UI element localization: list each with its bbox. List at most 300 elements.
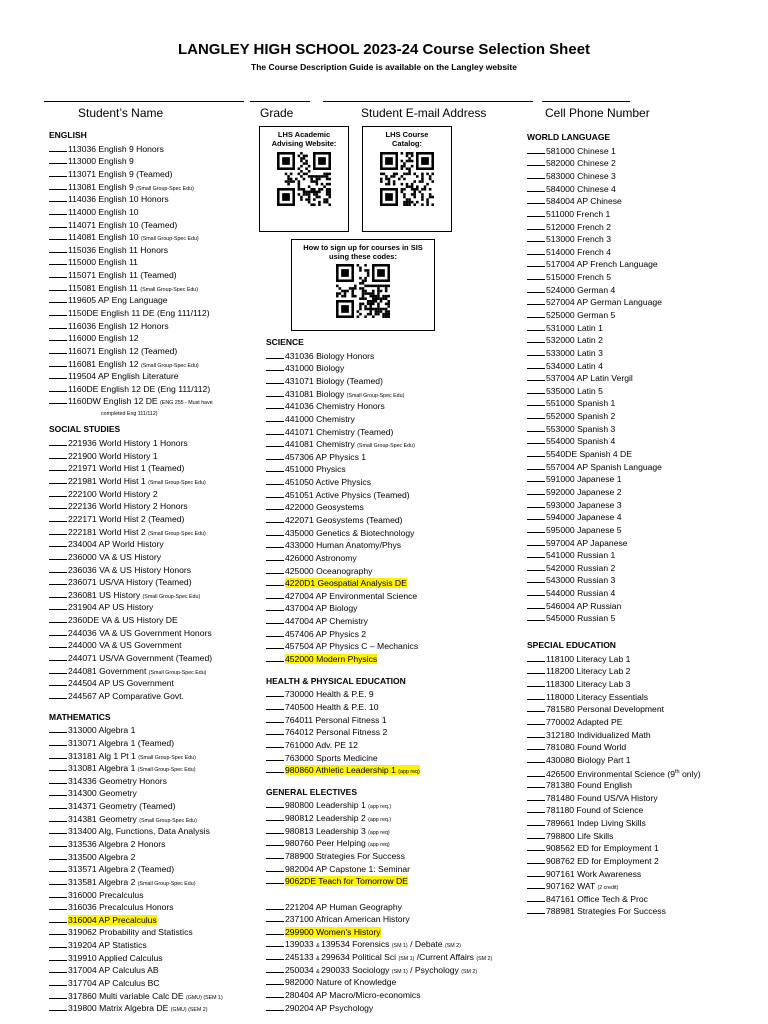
course-label: 221900 World History 1 [68, 450, 158, 461]
selection-blank[interactable] [266, 489, 284, 498]
course-row [266, 739, 492, 752]
selection-blank[interactable] [527, 461, 545, 470]
selection-blank[interactable] [527, 221, 545, 230]
course-label: 221971 World Hist 1 (Teamed) [68, 463, 185, 474]
course-label: 441071 Chemistry (Teamed) [285, 426, 394, 437]
selection-blank[interactable] [527, 183, 545, 192]
course-label: 319800 Matrix Algebra DE (GMU) (SEM 2) [68, 1003, 208, 1014]
selection-blank[interactable] [266, 426, 284, 435]
course-label: 980760 Peer Helping (app req) [285, 838, 390, 849]
selection-blank[interactable] [527, 779, 545, 788]
course-row [527, 322, 701, 335]
selection-blank[interactable] [527, 284, 545, 293]
selection-blank[interactable] [266, 812, 284, 821]
selection-blank[interactable] [266, 438, 284, 447]
selection-blank[interactable] [527, 830, 545, 839]
selection-blank[interactable] [527, 296, 545, 305]
course-row [527, 678, 701, 691]
selection-blank[interactable] [49, 526, 67, 535]
list-spacer [266, 888, 492, 901]
course-row [527, 397, 701, 410]
course-row [49, 677, 223, 690]
selection-blank[interactable] [49, 155, 67, 164]
course-label: 770002 Adapted PE [546, 716, 623, 727]
selection-blank[interactable] [266, 837, 284, 846]
course-label: 118300 Literacy Lab 3 [546, 678, 631, 689]
selection-blank[interactable] [49, 307, 67, 316]
course-label: 431071 Biology (Teamed) [285, 375, 383, 386]
course-row [266, 964, 492, 977]
selection-blank[interactable] [266, 739, 284, 748]
course-label: 517004 AP French Language [546, 259, 658, 270]
selection-blank[interactable] [266, 653, 284, 662]
selection-blank[interactable] [527, 653, 545, 662]
course-label: 907162 WAT (2 credit) [546, 881, 619, 892]
course-row [49, 964, 223, 977]
selection-blank[interactable] [49, 395, 67, 404]
selection-blank[interactable] [266, 350, 284, 359]
selection-blank[interactable] [266, 375, 284, 384]
selection-blank[interactable] [266, 726, 284, 735]
selection-blank[interactable] [49, 639, 67, 648]
course-label: 763000 Sports Medicine [285, 752, 378, 763]
selection-blank[interactable] [49, 627, 67, 636]
course-label: 114036 English 10 Honors [68, 194, 169, 205]
selection-blank[interactable] [266, 825, 284, 834]
selection-blank[interactable] [49, 863, 67, 872]
selection-blank[interactable] [527, 729, 545, 738]
health-pe-course-list [266, 688, 492, 776]
selection-blank[interactable] [49, 282, 67, 291]
course-row [266, 837, 492, 850]
selection-blank[interactable] [49, 294, 67, 303]
selection-blank[interactable] [49, 500, 67, 509]
selection-blank[interactable] [266, 463, 284, 472]
selection-blank[interactable] [266, 701, 284, 710]
selection-blank[interactable] [266, 989, 284, 998]
selection-blank[interactable] [266, 539, 284, 548]
course-label: 546004 AP Russian [546, 600, 622, 611]
course-row [49, 800, 223, 813]
selection-blank[interactable] [49, 181, 67, 190]
selection-blank[interactable] [49, 914, 67, 923]
selection-blank[interactable] [49, 926, 67, 935]
selection-blank[interactable] [49, 977, 67, 986]
course-row [527, 703, 701, 716]
selection-blank[interactable] [266, 752, 284, 761]
selection-blank[interactable] [527, 246, 545, 255]
selection-blank[interactable] [49, 538, 67, 547]
selection-blank[interactable] [266, 913, 284, 922]
course-row [266, 350, 492, 363]
course-row [49, 383, 223, 396]
selection-blank[interactable] [527, 448, 545, 457]
course-label: 244000 VA & US Government [68, 640, 182, 651]
selection-blank[interactable] [527, 817, 545, 826]
course-row [49, 513, 223, 526]
course-label: 1160DE English 12 DE (Eng 111/112) [68, 383, 211, 394]
course-row [49, 345, 223, 358]
selection-blank[interactable] [527, 537, 545, 546]
selection-blank[interactable] [49, 677, 67, 686]
selection-blank[interactable] [49, 551, 67, 560]
course-label: 425000 Oceanography [285, 565, 373, 576]
course-row [49, 488, 223, 501]
selection-blank[interactable] [527, 842, 545, 851]
course-row [527, 729, 701, 742]
selection-blank[interactable] [266, 615, 284, 624]
section-heading-health-pe: HEALTH & PHYSICAL EDUCATION [266, 675, 406, 686]
selection-blank[interactable] [49, 939, 67, 948]
selection-blank[interactable] [527, 410, 545, 419]
course-label: 595000 Japanese 5 [546, 524, 622, 535]
course-row [266, 812, 492, 825]
selection-blank[interactable] [527, 524, 545, 533]
selection-blank[interactable] [49, 320, 67, 329]
selection-blank[interactable] [266, 1002, 284, 1011]
selection-blank[interactable] [266, 602, 284, 611]
course-row [49, 990, 223, 1003]
selection-blank[interactable] [49, 825, 67, 834]
selection-blank[interactable] [527, 233, 545, 242]
course-row [266, 426, 492, 439]
selection-blank[interactable] [49, 614, 67, 623]
selection-blank[interactable] [527, 511, 545, 520]
selection-blank[interactable] [49, 838, 67, 847]
selection-blank[interactable] [266, 413, 284, 422]
selection-blank[interactable] [527, 716, 545, 725]
course-label: 426000 Astronomy [285, 552, 357, 563]
selection-blank[interactable] [49, 690, 67, 699]
selection-blank[interactable] [49, 437, 67, 446]
selection-blank[interactable] [527, 473, 545, 482]
course-row [527, 448, 701, 461]
course-label: 313181 Alg 1 Pt 1 (Small Group-Spec Edu) [68, 750, 196, 761]
selection-blank[interactable] [49, 383, 67, 392]
selection-blank[interactable] [527, 360, 545, 369]
selection-blank[interactable] [266, 799, 284, 808]
selection-blank[interactable] [49, 876, 67, 885]
course-label: 980812 Leadership 2 (app req.) [285, 813, 392, 824]
course-row [266, 615, 492, 628]
qr-box-label: LHS Course Catalog: [385, 130, 429, 148]
selection-blank[interactable] [527, 309, 545, 318]
course-label: 115036 English 11 Honors [68, 244, 169, 255]
selection-blank[interactable] [527, 499, 545, 508]
selection-blank[interactable] [527, 372, 545, 381]
course-label: 532000 Latin 2 [546, 335, 603, 346]
course-row [266, 938, 492, 951]
course-row [266, 989, 492, 1002]
course-row [527, 562, 701, 575]
selection-blank[interactable] [49, 952, 67, 961]
selection-blank[interactable] [49, 901, 67, 910]
selection-blank[interactable] [527, 562, 545, 571]
course-label: 236071 US/VA History (Teamed) [68, 577, 192, 588]
selection-blank[interactable] [527, 754, 545, 763]
page-title: LANGLEY HIGH SCHOOL 2023-24 Course Selection Sheet [177, 41, 591, 58]
selection-blank[interactable] [266, 527, 284, 536]
selection-blank[interactable] [266, 938, 284, 947]
selection-blank[interactable] [266, 926, 284, 935]
selection-blank[interactable] [49, 990, 67, 999]
selection-blank[interactable] [49, 475, 67, 484]
selection-blank[interactable] [527, 804, 545, 813]
selection-blank[interactable] [266, 976, 284, 985]
selection-blank[interactable] [49, 206, 67, 215]
selection-blank[interactable] [266, 875, 284, 884]
course-label: 115081 English 11 (Small Group-Spec Edu) [68, 282, 199, 293]
selection-blank[interactable] [49, 168, 67, 177]
course-label: 317704 AP Calculus BC [68, 978, 160, 989]
course-label: 798800 Life Skills [546, 830, 614, 841]
course-row [527, 880, 701, 893]
course-row [527, 499, 701, 512]
selection-blank[interactable] [266, 514, 284, 523]
selection-blank[interactable] [266, 764, 284, 773]
selection-blank[interactable] [49, 800, 67, 809]
grade-line[interactable] [250, 101, 310, 102]
selection-blank[interactable] [527, 435, 545, 444]
selection-blank[interactable] [266, 388, 284, 397]
selection-blank[interactable] [49, 370, 67, 379]
selection-blank[interactable] [49, 589, 67, 598]
selection-blank[interactable] [527, 385, 545, 394]
course-row [527, 208, 701, 221]
course-row [527, 741, 701, 754]
course-row [49, 294, 223, 307]
selection-blank[interactable] [49, 724, 67, 733]
selection-blank[interactable] [49, 219, 67, 228]
selection-blank[interactable] [49, 564, 67, 573]
course-label: 116081 English 12 (Small Group-Spec Edu) [68, 358, 199, 369]
selection-blank[interactable] [266, 400, 284, 409]
course-row [49, 143, 223, 156]
course-label: 313571 Algebra 2 (Teamed) [68, 864, 175, 875]
selection-blank[interactable] [49, 576, 67, 585]
highlighted-course-label: 452000 Modern Physics [285, 654, 378, 665]
course-label: 244081 Government (Small Group-Spec Edu) [68, 665, 207, 676]
selection-blank[interactable] [49, 813, 67, 822]
selection-blank[interactable] [266, 964, 284, 973]
selection-blank[interactable] [49, 193, 67, 202]
course-label: 319062 Probability and Statistics [68, 927, 193, 938]
selection-blank[interactable] [266, 850, 284, 859]
course-row [266, 875, 492, 888]
course-label: 535000 Latin 5 [546, 385, 603, 396]
selection-blank[interactable] [266, 501, 284, 510]
selection-blank[interactable] [49, 652, 67, 661]
selection-blank[interactable] [527, 612, 545, 621]
selection-blank[interactable] [266, 362, 284, 371]
selection-blank[interactable] [266, 688, 284, 697]
selection-blank[interactable] [49, 762, 67, 771]
selection-blank[interactable] [49, 488, 67, 497]
selection-blank[interactable] [527, 587, 545, 596]
course-row [266, 688, 492, 701]
course-label: 594000 Japanese 4 [546, 512, 622, 523]
course-label: 316000 Precalculus [68, 889, 144, 900]
course-row [527, 423, 701, 436]
highlighted-course-label: 316004 AP Precalculus [68, 914, 157, 925]
selection-blank[interactable] [527, 195, 545, 204]
selection-blank[interactable] [527, 768, 545, 777]
course-row [49, 601, 223, 614]
selection-blank[interactable] [49, 775, 67, 784]
course-label: 525000 German 5 [546, 309, 616, 320]
course-label: 118200 Literacy Lab 2 [546, 666, 631, 677]
course-row [49, 876, 223, 889]
selection-blank[interactable] [266, 714, 284, 723]
course-row [527, 817, 701, 830]
course-label: 584004 AP Chinese [546, 196, 622, 207]
selection-blank[interactable] [266, 951, 284, 960]
selection-blank[interactable] [527, 905, 545, 914]
selection-blank[interactable] [49, 231, 67, 240]
selection-blank[interactable] [527, 600, 545, 609]
course-row [266, 1002, 492, 1015]
course-label: 313000 Algebra 1 [68, 725, 136, 736]
selection-blank[interactable] [49, 889, 67, 898]
course-row [527, 549, 701, 562]
selection-blank[interactable] [266, 577, 284, 586]
selection-blank[interactable] [527, 741, 545, 750]
selection-blank[interactable] [527, 703, 545, 712]
course-label: 515000 French 5 [546, 272, 611, 283]
selection-blank[interactable] [527, 208, 545, 217]
selection-blank[interactable] [527, 271, 545, 280]
course-label: 534000 Latin 4 [546, 360, 603, 371]
qr-box-sis[interactable] [291, 239, 435, 331]
course-row [49, 737, 223, 750]
selection-blank[interactable] [266, 565, 284, 574]
course-row [49, 639, 223, 652]
selection-blank[interactable] [527, 893, 545, 902]
qr-box-advising[interactable] [259, 126, 349, 232]
course-label: 312180 Individualized Math [546, 729, 651, 740]
selection-blank[interactable] [527, 157, 545, 166]
selection-blank[interactable] [527, 334, 545, 343]
course-row [527, 145, 701, 158]
selection-blank[interactable] [49, 513, 67, 522]
course-label: 457306 AP Physics 1 [285, 451, 367, 462]
selection-blank[interactable] [49, 332, 67, 341]
selection-blank[interactable] [49, 787, 67, 796]
course-row [49, 206, 223, 219]
selection-blank[interactable] [527, 574, 545, 583]
selection-blank[interactable] [49, 358, 67, 367]
course-label: 541000 Russian 1 [546, 550, 616, 561]
selection-blank[interactable] [266, 451, 284, 460]
course-label: 451051 Active Physics (Teamed) [285, 489, 410, 500]
course-row [527, 537, 701, 550]
course-label: 221981 World Hist 1 (Small Group-Spec Edu) [68, 476, 206, 487]
course-row [49, 825, 223, 838]
course-label: 222171 World Hist 2 (Teamed) [68, 513, 185, 524]
course-label: 451050 Active Physics [285, 477, 371, 488]
selection-blank[interactable] [527, 691, 545, 700]
selection-blank[interactable] [49, 750, 67, 759]
course-label: 430080 Biology Part 1 [546, 754, 631, 765]
selection-blank[interactable] [49, 256, 67, 265]
selection-blank[interactable] [49, 665, 67, 674]
selection-blank[interactable] [266, 552, 284, 561]
course-row [527, 754, 701, 767]
selection-blank[interactable] [49, 244, 67, 253]
selection-blank[interactable] [527, 549, 545, 558]
course-label: 114071 English 10 (Teamed) [68, 219, 178, 230]
selection-blank[interactable] [527, 868, 545, 877]
selection-blank[interactable] [527, 855, 545, 864]
selection-blank[interactable] [266, 863, 284, 872]
selection-blank[interactable] [527, 792, 545, 801]
course-label: 457406 AP Physics 2 [285, 628, 367, 639]
course-row [527, 486, 701, 499]
selection-blank[interactable] [527, 423, 545, 432]
student-name-line[interactable] [44, 101, 244, 102]
course-label: 441081 Chemistry (Small Group-Spec Edu) [285, 439, 415, 450]
course-label: 119504 AP English Literature [68, 371, 179, 382]
selection-blank[interactable] [266, 628, 284, 637]
selection-blank[interactable] [527, 170, 545, 179]
selection-blank[interactable] [49, 964, 67, 973]
selection-blank[interactable] [49, 851, 67, 860]
selection-blank[interactable] [527, 397, 545, 406]
course-row [266, 714, 492, 727]
selection-blank[interactable] [527, 258, 545, 267]
phone-line[interactable] [542, 101, 630, 102]
email-line[interactable] [323, 101, 533, 102]
course-row [49, 851, 223, 864]
course-label: 514000 French 4 [546, 246, 611, 257]
selection-blank[interactable] [527, 678, 545, 687]
course-label: 781180 Found of Science [546, 805, 644, 816]
selection-blank[interactable] [266, 640, 284, 649]
course-label: 513000 French 3 [546, 234, 611, 245]
selection-blank[interactable] [266, 901, 284, 910]
section-heading-general-electives: GENERAL ELECTIVES [266, 786, 357, 797]
selection-blank[interactable] [49, 601, 67, 610]
course-row [266, 653, 492, 666]
selection-blank[interactable] [527, 486, 545, 495]
highlighted-course-label: 4220D1 Geospatial Analysis DE [285, 578, 407, 589]
qr-box-catalog[interactable] [362, 126, 452, 232]
student-name-label: Student’s Name [78, 106, 164, 120]
selection-blank[interactable] [266, 590, 284, 599]
selection-blank[interactable] [527, 880, 545, 889]
selection-blank[interactable] [49, 269, 67, 278]
course-row [527, 473, 701, 486]
selection-blank[interactable] [49, 737, 67, 746]
course-row [49, 256, 223, 269]
selection-blank[interactable] [49, 1002, 67, 1011]
course-label: 236000 VA & US History [68, 551, 161, 562]
selection-blank[interactable] [49, 462, 67, 471]
selection-blank[interactable] [49, 143, 67, 152]
selection-blank[interactable] [527, 665, 545, 674]
course-label: 554000 Spanish 4 [546, 436, 616, 447]
course-row [527, 830, 701, 843]
selection-blank[interactable] [527, 322, 545, 331]
course-label: 582000 Chinese 2 [546, 158, 616, 169]
selection-blank[interactable] [49, 345, 67, 354]
course-label: 531000 Latin 1 [546, 322, 603, 333]
selection-blank[interactable] [527, 145, 545, 154]
selection-blank[interactable] [527, 347, 545, 356]
course-label: 2360DE VA & US History DE [68, 615, 178, 626]
selection-blank[interactable] [266, 476, 284, 485]
selection-blank[interactable] [49, 450, 67, 459]
